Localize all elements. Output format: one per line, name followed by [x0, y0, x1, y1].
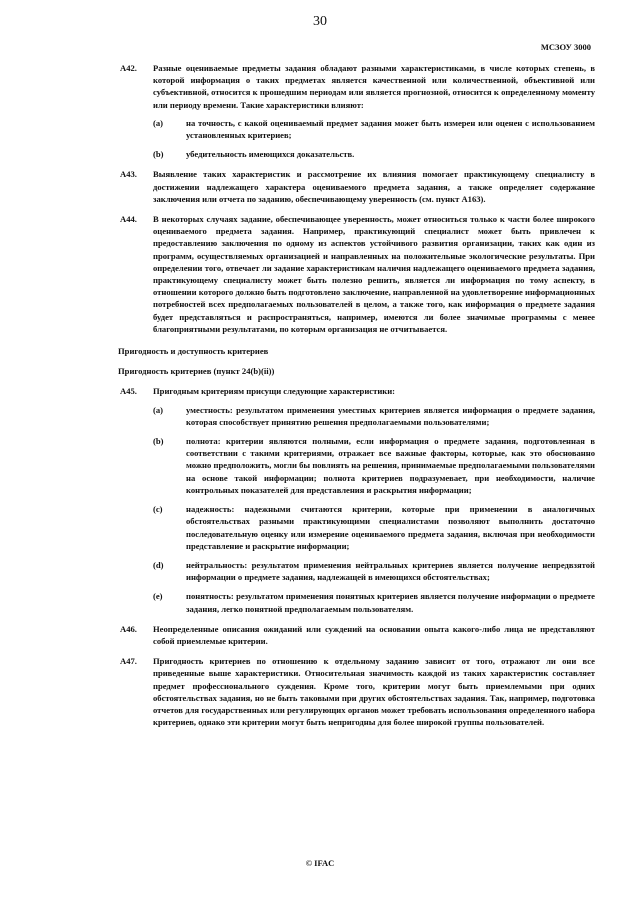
list-item	[153, 435, 595, 496]
item-text: надежность: надежными считаются критерии, которые при применении в аналогичных обстоятельствах разными практикующими специалистами позволяют выполнить достаточно последовательную оценку или измерение оцениваемого предмета задания, включая при необходимости представление и раскрытие информации;	[186, 504, 595, 551]
section-heading: Пригодность и доступность критериев	[118, 346, 269, 357]
item-letter: (c)	[153, 504, 163, 515]
item-list	[153, 404, 595, 615]
item-text: полнота: критерии являются полными, если информация о предмете задания, подготовленная в соответствии с такими критериями, отражает все важные факторы, которые, как это обоснованно можно предположить, могли бы повлиять на решения, принимаемые предполагаемыми пользователями на основе такой информации; полнота критериев подразумевает, при необходимости, наличие контрольных показателей для представления и раскрытия информации;	[186, 436, 595, 495]
paragraph-number: A43.	[120, 169, 137, 180]
paragraph-a45	[120, 385, 595, 614]
copyright-footer: © IFAC	[305, 858, 335, 868]
standard-code: МСЗОУ 3000	[540, 42, 591, 52]
item-text: убедительность имеющихся доказательств.	[186, 149, 355, 160]
item-text: нейтральность: результатом применения нейтральных критериев является получение непредвзятой информации о предмете задания, надлежащей в имеющихся обстоятельствах;	[186, 559, 595, 583]
paragraph-text: Выявление таких характеристик и рассмотрение их влияния помогает практикующему специалисту в достижении надлежащего характера оцениваемого предмета задания, а также определяет содержание заключения или отчета по заданию, обеспечивающему уверенность (см. пункт A163).	[153, 169, 595, 204]
paragraph-a47	[120, 655, 595, 728]
item-letter: (e)	[153, 591, 163, 602]
document-body	[120, 62, 595, 736]
paragraph-number: A44.	[120, 214, 137, 225]
list-item	[153, 117, 595, 141]
paragraph-text: Разные оцениваемые предметы задания обладают разными характеристиками, в числе которых степень, в которой информация о таких предметах является качественной или количественной, объективной или субъективной, относится к прошедшим периодам или является прогнозной, относится к определенному моменту или периоду времени. Такие характеристики влияют:	[153, 63, 595, 110]
list-item	[153, 559, 595, 583]
paragraph-a42	[120, 62, 595, 160]
list-item	[153, 590, 595, 614]
paragraph-a46	[120, 623, 595, 647]
paragraph-a43	[120, 168, 595, 205]
page-number: 30	[313, 14, 327, 29]
item-text: на точность, с какой оцениваемый предмет задания может быть измерен или оценен с использованием установленных критериев;	[186, 117, 595, 141]
list-item	[153, 503, 595, 552]
paragraph-text: Пригодным критериям присущи следующие характеристики:	[153, 386, 396, 397]
paragraph-number: A46.	[120, 623, 137, 634]
item-list	[153, 117, 595, 161]
list-item	[153, 404, 595, 428]
item-text: уместность: результатом применения уместных критериев является информация о предмете задания, которая способствует принятию решения предполагаемыми пользователями;	[186, 404, 595, 427]
item-text: понятность: результатом применения понятных критериев является получение информации о предмете задания, легко понятной предполагаемым пользователям.	[186, 591, 595, 614]
section-subheading: Пригодность критериев (пункт 24(b)(ii))	[118, 366, 275, 377]
item-letter: (b)	[153, 149, 164, 160]
item-letter: (a)	[153, 404, 164, 415]
paragraph-number: A47.	[120, 656, 137, 667]
item-letter: (a)	[153, 117, 164, 128]
paragraph-text: Неопределенные описания ожиданий или суждений на основании опыта какого-либо лица не представляют собой приемлемые критерии.	[153, 623, 595, 646]
list-item	[153, 148, 595, 160]
paragraph-text: Пригодность критериев по отношению к отдельному заданию зависит от того, отражают ли они все приведенные выше характеристики. Относительная значимость каждой из таких характеристик составляет предмет профессионального суждения. Кроме того, критерии могут быть приемлемыми при одних обстоятельствах задания, но не быть таковыми при других обстоятельствах задания. Так, например, подготовка отчетов для государственных или регулирующих органов может требовать использования определенного набора критериев, однако эти критерии могут быть непригодны для более широкой группы пользователей.	[153, 656, 595, 728]
paragraph-a44	[120, 213, 595, 335]
item-letter: (d)	[153, 559, 164, 570]
paragraph-number: A45.	[120, 386, 137, 397]
paragraph-number: A42.	[120, 63, 137, 73]
item-letter: (b)	[153, 436, 164, 447]
paragraph-text: В некоторых случаях задание, обеспечивающее уверенность, может относиться только к части более широкого оцениваемого предмета задания. Например, практикующий специалист может быть привлечен к предоставлению заключения по одному из аспектов устойчивого развития организации, таких как один из программ, осуществляемых организацией и направленных на положительные экологические результаты. При определении того, отвечает ли задание характеристикам наличия надлежащего оцениваемого предмета задания, практикующему специалисту может быть полезно решить, является ли информация по тому аспекту, в отношении которого должно быть подготовлено заключение, направленной на удовлетворение информационных потребностей всех предполагаемых пользователей в целом, а также того, как информация о предмете задания будет представляться и распространяться, например, имеются ли более значимые программы с менее благоприятными результатами, по которым организация не отчитывается.	[153, 214, 595, 334]
